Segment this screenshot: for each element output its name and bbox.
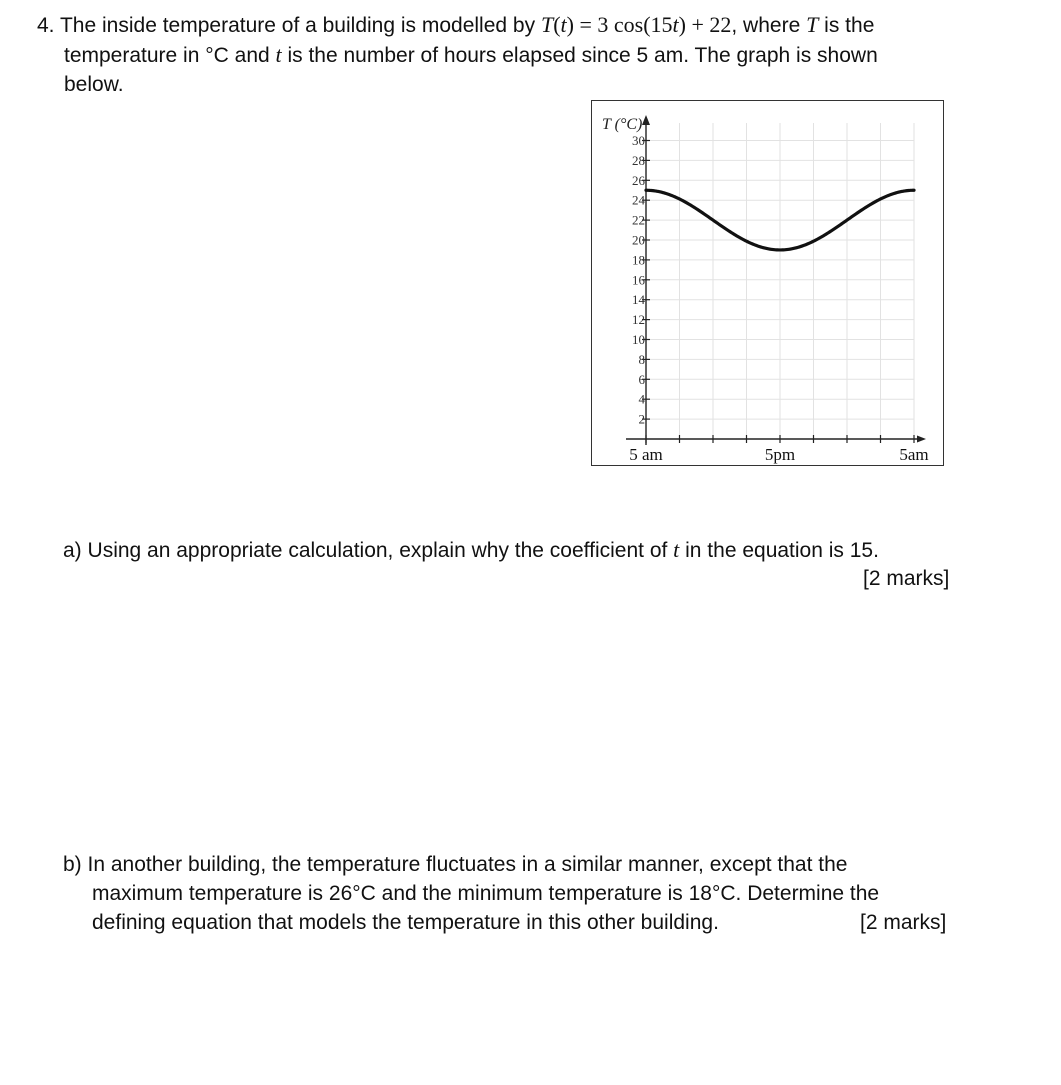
part-b-line-2: maximum temperature is 26°C and the minimum temperature is 18°C. Determine the — [92, 882, 880, 905]
y-tick-label: 2 — [638, 411, 645, 427]
y-tick-label: 10 — [632, 332, 645, 347]
question-stem — [37, 10, 957, 99]
part-b — [63, 850, 963, 937]
x-axis-arrow — [917, 436, 926, 443]
part-a-line: a) Using an appropriate calculation, explain why the coefficient of t in the equation is 15. — [63, 537, 879, 562]
part-b-label: b) — [63, 853, 82, 876]
y-axis-arrow — [642, 115, 650, 125]
y-tick-label: 24 — [632, 192, 645, 208]
y-tick-label: 14 — [632, 292, 645, 308]
part-a-variable-t: t — [673, 537, 680, 562]
y-tick-label: 6 — [638, 371, 645, 387]
question-text-intro: The inside temperature of a building is modelled by — [59, 14, 541, 37]
data-point — [868, 204, 870, 206]
y-tick-label: 16 — [632, 272, 645, 288]
data-point — [913, 189, 915, 191]
part-a-marks: [2 marks] — [863, 567, 950, 590]
question-line-1: 4. The inside temperature of a building is modelled by T(t) = 3 cos(15t) + 22, where T is the — [37, 12, 875, 37]
y-tick-label: 8 — [638, 351, 645, 367]
y-axis-label: T (°C) — [602, 116, 643, 133]
y-tick-label: 12 — [632, 312, 645, 328]
temperature-graph-svg — [592, 101, 945, 467]
part-b-line-3: defining equation that models the temperature in this other building. — [92, 911, 719, 934]
variable-T: T — [806, 12, 819, 37]
temperature-graph — [591, 100, 944, 466]
part-b-line-1: b) In another building, the temperature fluctuates in a similar manner, except that the — [63, 853, 848, 876]
data-point — [779, 249, 781, 251]
y-tick-label: 26 — [632, 172, 645, 188]
y-tick-label: 28 — [632, 152, 645, 168]
data-point — [756, 245, 758, 247]
y-tick-label: 18 — [632, 252, 645, 268]
y-tick-label: 20 — [632, 232, 645, 248]
question-number: 4. — [37, 14, 55, 37]
equation: T(t) = 3 cos(15t) + 22 — [540, 12, 732, 37]
part-b-marks: [2 marks] — [860, 911, 947, 934]
part-a — [63, 535, 963, 590]
data-point — [689, 204, 691, 206]
x-tick-label: 5am — [899, 445, 929, 464]
y-tick-label: 4 — [638, 391, 645, 407]
data-point — [801, 245, 803, 247]
x-tick-label: 5 am — [629, 445, 663, 464]
data-point — [734, 234, 736, 236]
y-tick-label: 22 — [632, 212, 645, 228]
question-line-3: below. — [64, 73, 124, 96]
question-line-2: temperature in °C and t is the number of hours elapsed since 5 am. The graph is shown — [64, 42, 878, 67]
data-point — [823, 234, 825, 236]
data-point — [712, 219, 714, 221]
data-point — [667, 193, 669, 195]
data-point — [890, 193, 892, 195]
data-point — [645, 189, 647, 191]
part-a-label: a) — [63, 539, 82, 562]
x-tick-label: 5pm — [764, 445, 796, 464]
y-tick-label: 30 — [632, 133, 645, 148]
variable-t: t — [275, 42, 282, 67]
data-point — [846, 219, 848, 221]
